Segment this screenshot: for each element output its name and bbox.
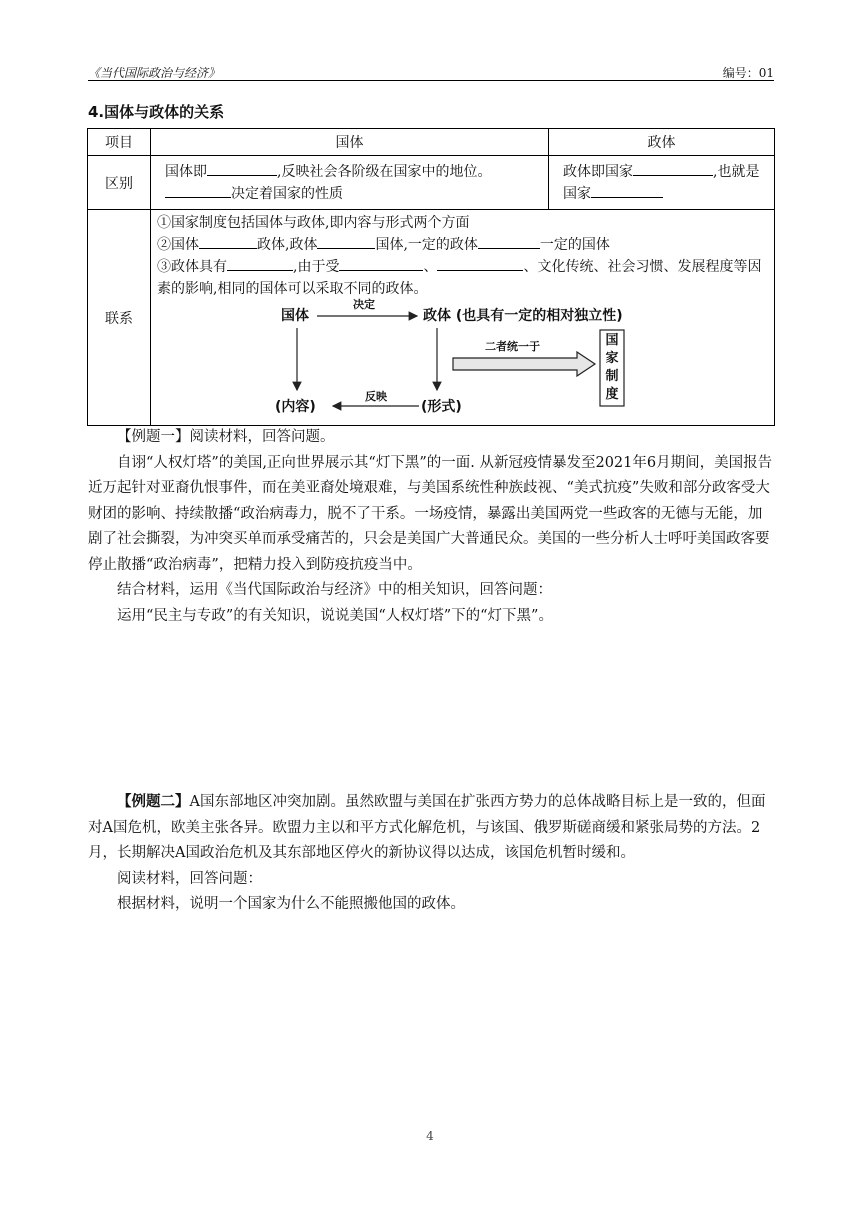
link-line-3-b: ,由于受 <box>293 259 340 275</box>
fill-blank[interactable] <box>633 161 713 176</box>
diagram-reflect-label: 反映 <box>365 390 387 403</box>
link-line-2-a: ②国体 <box>157 237 199 253</box>
page-number: 4 <box>426 1129 434 1143</box>
fill-blank[interactable] <box>478 234 540 249</box>
link-line-2-b: 政体,政体 <box>257 237 318 253</box>
example-two-title: 【例题二】 <box>117 793 190 810</box>
system-char: 国 <box>605 333 619 348</box>
diagram-gov-label: 政体 (也具有一定的相对独立性) <box>423 308 623 324</box>
fill-blank[interactable] <box>207 161 277 176</box>
table-row-connection <box>88 210 775 426</box>
col-header-item: 项目 <box>88 129 151 156</box>
diagram-system-label <box>600 332 624 404</box>
diagram-form-label: (形式) <box>421 399 462 415</box>
fill-blank[interactable] <box>437 256 523 271</box>
header-number: 编号：01 <box>722 66 774 80</box>
example-two <box>88 789 774 918</box>
diagram-decide-label: 决定 <box>353 298 375 311</box>
diff-gov-text-b: ,也就是国家 <box>563 163 760 202</box>
diff-state-text-a: 国体即 <box>165 163 207 180</box>
example-two-body: A国东部地区冲突加剧。虽然欧盟与美国在扩张西方势力的总体战略目标上是一致的，但面对A国危机，欧美主张各异。欧盟力主以和平方式化解危机，与该国、俄罗斯磋商缓和紧张局势的方法。2月，长期解决A国政治危机及其东部地区停火的新协议得以达成，该国危机暂时缓和。 <box>88 794 766 861</box>
link-line-3-d: 、文化传统、社会习惯、发展程度等因素的影响,相同的国体可以采取不同的政体。 <box>157 259 762 297</box>
fill-blank[interactable] <box>199 234 257 249</box>
diff-state-text-b: ,反映社会各阶级在国家中的地位。 <box>277 163 492 180</box>
link-line-2-d: 一定的国体 <box>539 237 610 253</box>
link-line-3-a: ③政体具有 <box>157 259 227 275</box>
row-label-connection: 联系 <box>88 210 151 426</box>
page-header <box>88 62 774 81</box>
fill-blank[interactable] <box>317 234 375 249</box>
table-row-difference <box>88 156 775 210</box>
example-two-text <box>88 789 774 867</box>
example-two-prompt: 阅读材料，回答问题： <box>117 870 262 887</box>
difference-state-cell <box>151 156 549 210</box>
link-line-3-c: 、 <box>423 259 438 275</box>
system-char: 家 <box>605 351 619 366</box>
diagram-content-label: (内容) <box>275 399 316 415</box>
example-one-prompt: 结合材料，运用《当代国际政治与经济》中的相关知识，回答问题： <box>117 582 552 598</box>
header-course-title: 《当代国际政治与经济》 <box>88 66 221 80</box>
fill-blank[interactable] <box>227 256 293 271</box>
table-header-row <box>88 129 775 156</box>
diagram-unify-label: 二者统一于 <box>485 340 540 353</box>
example-two-question: 根据材料，说明一个国家为什么不能照搬他国的政体。 <box>117 896 465 912</box>
example-one <box>88 425 774 629</box>
row-label-difference: 区别 <box>88 156 151 210</box>
link-line-2 <box>157 234 768 256</box>
fill-blank[interactable] <box>591 183 663 198</box>
example-one-title: 【例题一】阅读材料，回答问题。 <box>117 429 335 445</box>
relation-table <box>87 128 775 426</box>
col-header-state: 国体 <box>151 129 549 156</box>
difference-gov-cell <box>549 156 775 210</box>
col-header-gov: 政体 <box>549 129 775 156</box>
link-line-3 <box>157 256 768 300</box>
link-line-1: ①国家制度包括国体与政体,即内容与形式两个方面 <box>157 215 470 231</box>
link-line-2-c: 国体,一定的政体 <box>375 237 478 253</box>
unify-arrow <box>453 352 595 376</box>
diagram-state-label: 国体 <box>281 308 309 324</box>
diff-state-text-c: 决定着国家的性质 <box>231 185 343 202</box>
example-one-body: 自诩“人权灯塔”的美国,正向世界展示其“灯下黑”的一面. 从新冠疫情暴发至2021年6月期间，美国报告近万起针对亚裔仇恨事件，而在美亚裔处境艰难，与美国系统性种族歧视、“美式抗疫”失败和部分政客受大财团的影响、持续散播“政治病毒力，脱不了干系。一场疫情，暴露出美国两党一些政客的无德与无能，加剧了社会撕裂，为冲突买单而承受痛苦的，只会是美国广大普通民众。美国的一些分析人士呼吁美国政客要停止散播“政治病毒”，把精力投入到防疫抗疫当中。 <box>88 454 773 573</box>
system-char: 制 <box>605 369 619 384</box>
example-one-question: 运用“民主与专政”的有关知识，说说美国“人权灯塔”下的“灯下黑”。 <box>117 607 553 624</box>
section-title: 4.国体与政体的关系 <box>88 103 225 121</box>
system-char: 度 <box>605 387 619 402</box>
fill-blank[interactable] <box>165 183 231 198</box>
connection-cell <box>151 210 775 426</box>
diff-gov-text-a: 政体即国家 <box>563 163 633 180</box>
relation-diagram <box>157 298 677 418</box>
fill-blank[interactable] <box>339 256 423 271</box>
